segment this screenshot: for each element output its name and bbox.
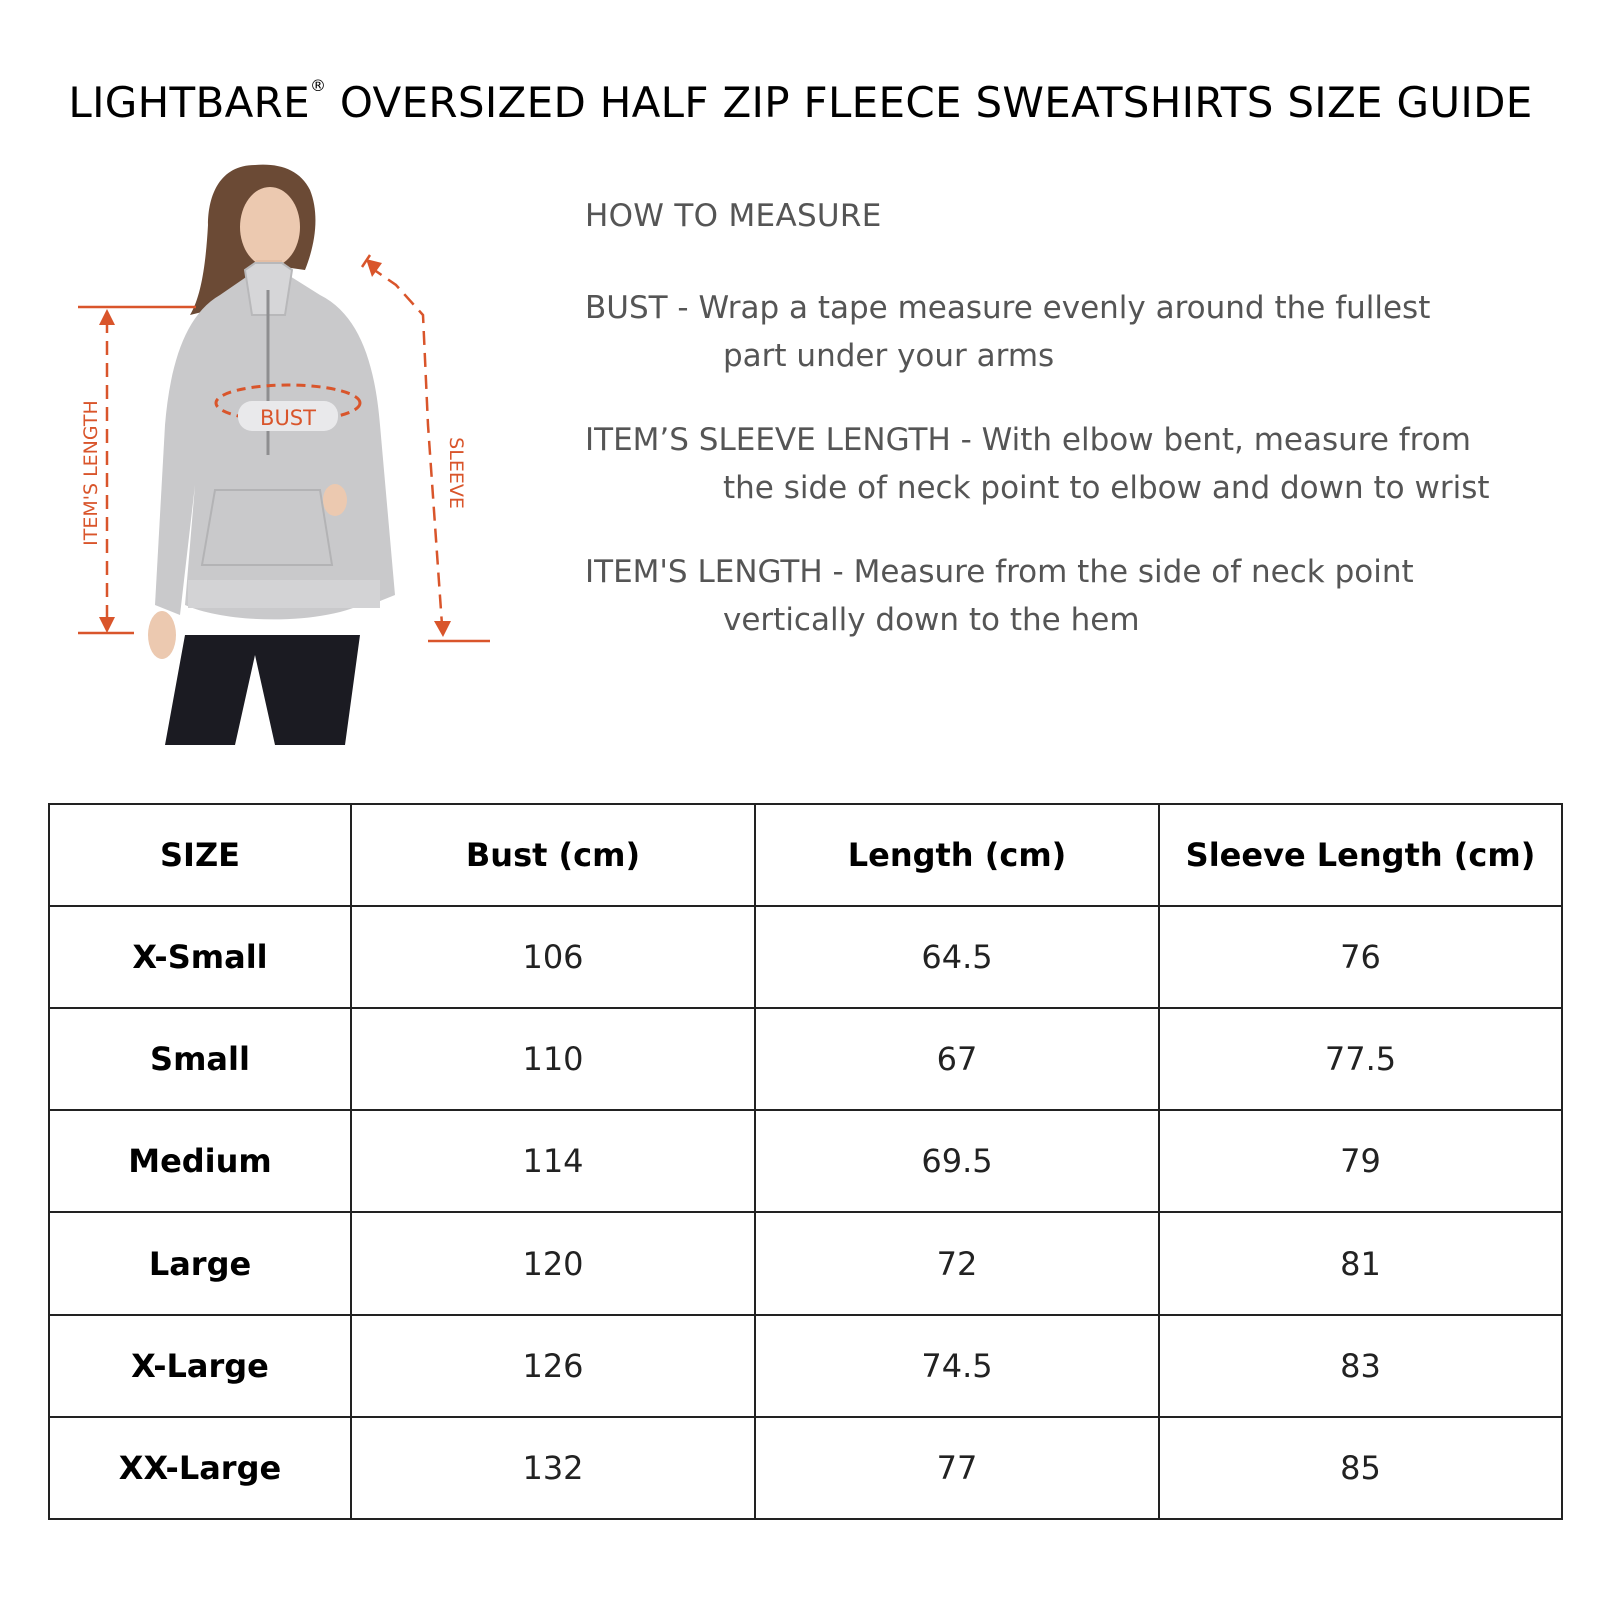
page-title xyxy=(0,76,1601,127)
table-row xyxy=(49,1315,1562,1417)
size-cell: X-Small xyxy=(49,906,351,1008)
column-header-sleeve-length: Sleeve Length (cm) xyxy=(1159,804,1562,906)
bust-label: BUST xyxy=(260,406,316,430)
length-cell: 69.5 xyxy=(755,1110,1159,1212)
bust-cell: 110 xyxy=(351,1008,755,1110)
size-cell: Medium xyxy=(49,1110,351,1212)
bust-cell: 120 xyxy=(351,1212,755,1314)
bust-cell: 126 xyxy=(351,1315,755,1417)
how-to-measure-heading: HOW TO MEASURE xyxy=(585,198,882,234)
table-row xyxy=(49,1212,1562,1314)
brand-name: LIGHTBARE xyxy=(68,78,310,127)
length-cell: 74.5 xyxy=(755,1315,1159,1417)
table-header-row xyxy=(49,804,1562,906)
size-cell: XX-Large xyxy=(49,1417,351,1519)
length-cell: 64.5 xyxy=(755,906,1159,1008)
bust-cell: 132 xyxy=(351,1417,755,1519)
column-header-length: Length (cm) xyxy=(755,804,1159,906)
title-text: OVERSIZED HALF ZIP FLEECE SWEATSHIRTS SIZE GUIDE xyxy=(339,78,1533,127)
sleeve-length-cell: 79 xyxy=(1159,1110,1562,1212)
bust-cell: 114 xyxy=(351,1110,755,1212)
instruction-line: ITEM’S SLEEVE LENGTH - With elbow bent, measure from xyxy=(585,422,1471,458)
sleeve-length-cell: 77.5 xyxy=(1159,1008,1562,1110)
table-row xyxy=(49,1110,1562,1212)
sleeve-length-cell: 81 xyxy=(1159,1212,1562,1314)
model-measurement-figure xyxy=(70,155,530,770)
column-header-size: SIZE xyxy=(49,804,351,906)
instruction-line: vertically down to the hem xyxy=(723,602,1140,638)
sleeve-length-cell: 85 xyxy=(1159,1417,1562,1519)
instruction-line: ITEM'S LENGTH - Measure from the side of neck point xyxy=(585,554,1414,590)
length-label: ITEM'S LENGTH xyxy=(80,400,102,546)
sleeve-instruction xyxy=(585,416,1565,512)
table-row xyxy=(49,1008,1562,1110)
model-illustration xyxy=(70,155,530,770)
bust-instruction xyxy=(585,284,1565,380)
how-to-measure-section xyxy=(585,198,1565,680)
length-cell: 77 xyxy=(755,1417,1159,1519)
size-cell: X-Large xyxy=(49,1315,351,1417)
bust-cell: 106 xyxy=(351,906,755,1008)
sleeve-label: SLEEVE xyxy=(445,437,467,509)
column-header-bust: Bust (cm) xyxy=(351,804,755,906)
instruction-line: BUST - Wrap a tape measure evenly around the fullest xyxy=(585,290,1431,326)
instruction-line: part under your arms xyxy=(723,338,1055,374)
length-cell: 72 xyxy=(755,1212,1159,1314)
sleeve-length-cell: 83 xyxy=(1159,1315,1562,1417)
sleeve-length-cell: 76 xyxy=(1159,906,1562,1008)
registered-mark: ® xyxy=(309,76,327,95)
size-cell: Small xyxy=(49,1008,351,1110)
table-row xyxy=(49,906,1562,1008)
length-cell: 67 xyxy=(755,1008,1159,1110)
size-cell: Large xyxy=(49,1212,351,1314)
size-chart-table xyxy=(48,803,1563,1520)
instruction-line: the side of neck point to elbow and down to wrist xyxy=(723,470,1490,506)
length-instruction xyxy=(585,548,1565,644)
table-row xyxy=(49,1417,1562,1519)
